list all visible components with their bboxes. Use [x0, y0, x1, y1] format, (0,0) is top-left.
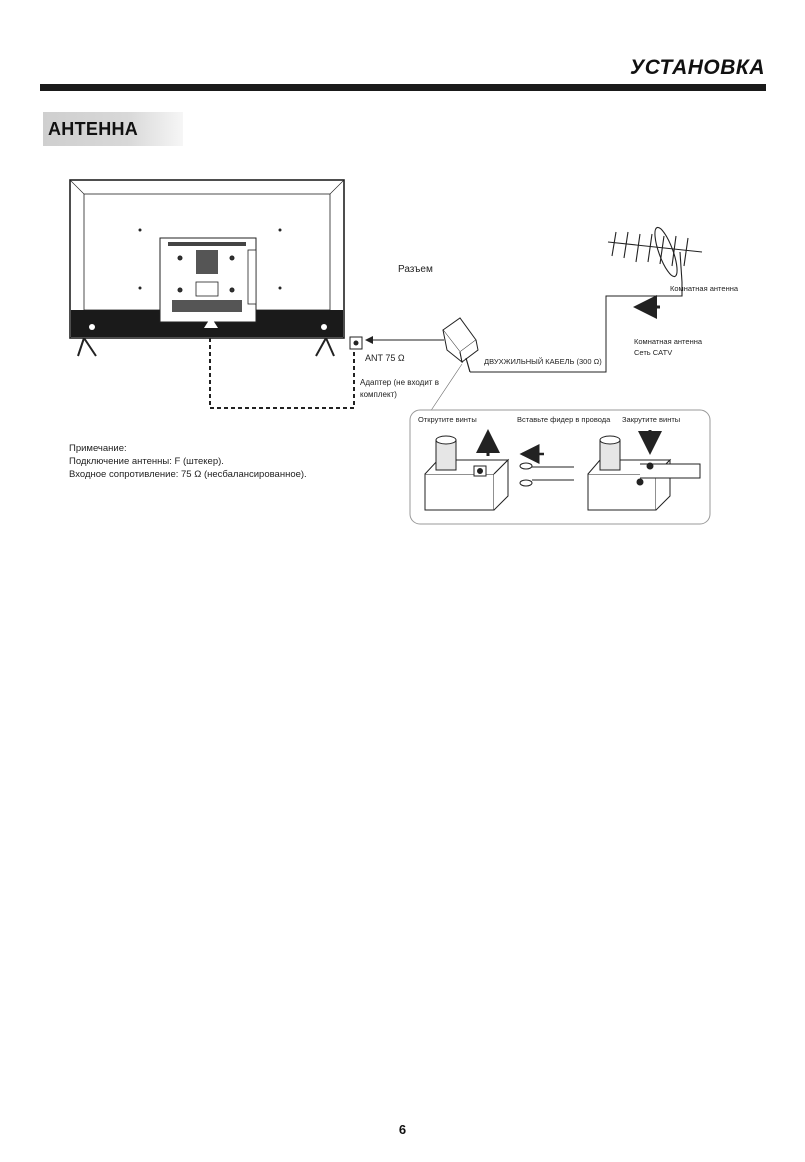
indoor-antenna-catv-label: Комнатная антенна Сеть CATV	[634, 337, 703, 357]
connector-illustration	[443, 318, 478, 372]
step-tighten-label: Закрутите винты	[622, 415, 681, 424]
note-line-1: Подключение антенны: F (штекер).	[69, 456, 224, 467]
indoor-antenna-label: Комнатная антенна	[670, 284, 739, 293]
cable-label: ДВУХЖИЛЬНЫЙ КАБЕЛЬ (300 Ω)	[484, 357, 602, 366]
step-insert-label: Вставьте фидер в провода	[517, 415, 611, 424]
adapter-label: Адаптер (не входит в комплект)	[360, 378, 439, 399]
adapter-dashed-path	[210, 338, 354, 408]
header-title: УСТАНОВКА	[629, 56, 765, 79]
ant-label: ANT 75 Ω	[365, 353, 405, 363]
connector-label: Разъем	[398, 264, 433, 275]
note-block	[69, 442, 307, 481]
note-line-2: Входное сопротивление: 75 Ω (несбалансированное).	[69, 469, 307, 480]
page-number: 6	[398, 1122, 407, 1137]
tv-back-illustration	[70, 180, 344, 356]
step-unscrew-label: Открутите винты	[418, 415, 477, 424]
note-heading: Примечание:	[69, 443, 127, 454]
section-title: АНТЕННА	[48, 119, 139, 139]
